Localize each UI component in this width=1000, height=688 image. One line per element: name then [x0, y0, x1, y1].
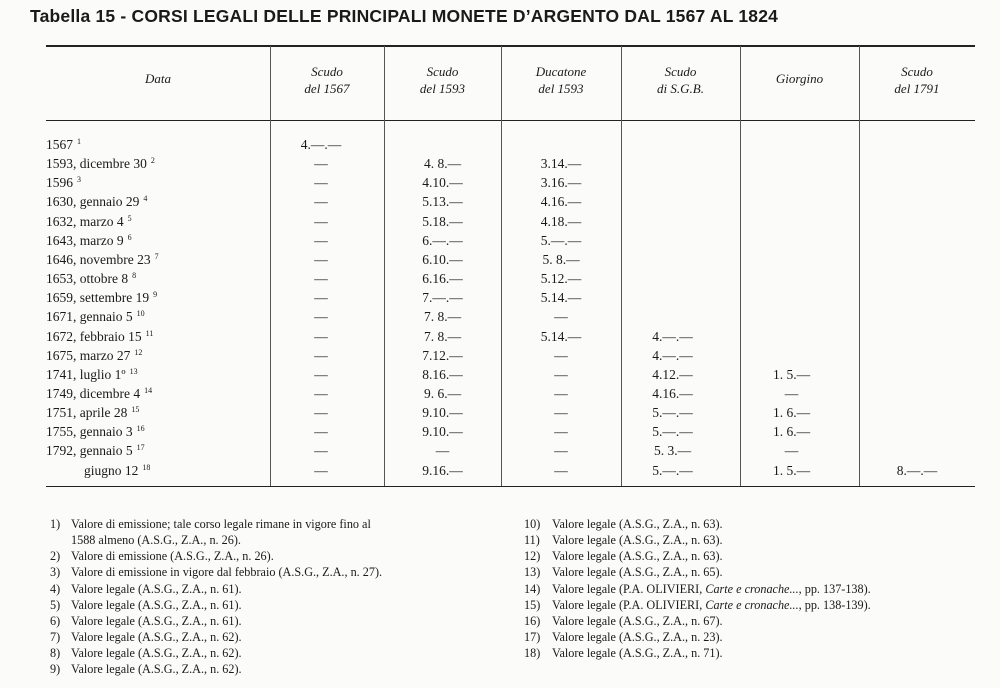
table-cell: —: [554, 309, 568, 325]
row-date: [46, 348, 142, 364]
table-cell: 5.—.—: [652, 462, 693, 478]
column-header-label: Scudo: [901, 64, 933, 79]
footnote-line: [50, 581, 382, 597]
row-date: [46, 367, 138, 383]
footnote-ref: 17: [136, 443, 145, 453]
table-cell: —: [314, 347, 328, 363]
table-cell: 7. 8.—: [423, 328, 462, 344]
footnote-text: Valore legale (A.S.G., Z.A., n. 67).: [552, 613, 723, 628]
footnote-title: Carte e cronache...: [705, 597, 799, 612]
footnote-number: 12): [524, 549, 541, 564]
footnote-text: Valore legale (A.S.G., Z.A., n. 23).: [552, 630, 723, 645]
table-row: [0, 443, 1000, 462]
table-cell: 9.10.—: [422, 405, 463, 421]
table-cell: 9.16.—: [422, 462, 463, 478]
table-cell: 4. 8.—: [423, 156, 462, 172]
footnote-number: 17): [524, 630, 541, 645]
row-date-text: giugno 12: [84, 462, 139, 478]
table-row: [0, 156, 1000, 175]
table-cell: 5.—.—: [652, 405, 693, 421]
bottom-rule: [46, 486, 975, 487]
table-cell: —: [314, 424, 328, 440]
footnote-line: [524, 629, 871, 645]
footnote-number: 3): [50, 565, 61, 580]
table-cell: 5.14.—: [540, 328, 582, 344]
footnote-number: 14): [524, 581, 541, 596]
table-cell: 1. 5.—: [772, 366, 811, 382]
footnote-number: 7): [50, 630, 61, 645]
footnote-text: Valore legale (A.S.G., Z.A., n. 62).: [71, 646, 242, 661]
footnote-text: Valore legale (P.A. OLIVIERI,: [552, 581, 706, 596]
table-cell: 7.—.—: [422, 290, 463, 306]
footnote-line: [50, 516, 382, 532]
table-cell: —: [314, 309, 328, 325]
footnote-ref: 5: [127, 213, 132, 223]
footnote-ref: 3: [77, 175, 81, 185]
row-date-text: 1653, ottobre 8: [46, 271, 129, 287]
footnote-line: [50, 661, 382, 677]
row-date: [46, 329, 153, 345]
footnote-line: [524, 645, 871, 661]
column-header-scudo-1791: [859, 63, 975, 97]
footnote-number: 16): [524, 613, 541, 628]
table-cell: —: [314, 462, 328, 478]
table-cell: 3.16.—: [540, 175, 582, 191]
column-header-sublabel: del 1791: [894, 81, 940, 96]
row-date-text: 1567: [46, 137, 73, 152]
footnote-number: 8): [50, 646, 61, 661]
column-header-ducatone-1593: [501, 63, 621, 97]
footnote-ref: 14: [144, 385, 153, 395]
column-header-label: Ducatone: [535, 64, 587, 79]
footnote-line: [524, 532, 871, 548]
footnote-ref: 18: [142, 462, 151, 472]
row-date-text: 1630, gennaio 29: [46, 194, 140, 210]
row-date: [46, 271, 136, 287]
footnote-ref: 15: [131, 405, 140, 415]
table-cell: 4.—.—: [300, 137, 342, 152]
footnote-line: [50, 597, 382, 613]
table-cell: 8.—.—: [896, 462, 938, 478]
footnote-number: 15): [524, 597, 541, 612]
column-header-sublabel: del 1593: [538, 81, 584, 96]
table-cell: —: [554, 385, 568, 401]
footnote-number: 13): [524, 565, 541, 580]
table-row: [0, 290, 1000, 309]
footnote-text: Valore di emissione (A.S.G., Z.A., n. 26).: [71, 549, 274, 564]
table-cell: 1. 5.—: [772, 462, 811, 478]
row-date-text: 1672, febbraio 15: [46, 328, 142, 344]
table-cell: 6.16.—: [422, 271, 463, 287]
row-date-text: 1659, settembre 19: [46, 290, 150, 306]
footnote-text: Valore legale (P.A. OLIVIERI,: [552, 597, 706, 612]
footnote-text: Valore legale (A.S.G., Z.A., n. 65).: [552, 565, 723, 580]
row-date-text: 1643, marzo 9: [46, 232, 124, 248]
column-header-scudo-1593: [384, 63, 501, 97]
table-cell: 5.18.—: [422, 213, 463, 229]
table-cell: —: [314, 251, 328, 267]
footnote-number: 11): [524, 533, 540, 548]
table-cell: 4.12.—: [652, 366, 693, 382]
footnote-text: Valore di emissione; tale corso legale rimane in vigore fino al: [71, 517, 371, 531]
table-cell: 5. 3.—: [653, 443, 692, 459]
table-cell: 5.14.—: [540, 290, 582, 306]
footnote-text-end: , pp. 137-138).: [798, 581, 871, 596]
table-row: [0, 367, 1000, 386]
table-row: [0, 463, 1000, 482]
footnote-line: [50, 532, 382, 548]
column-header-label: Data: [145, 71, 171, 86]
table-cell: 4.10.—: [422, 175, 463, 191]
row-date: [46, 290, 157, 306]
footnote-text: Valore legale (A.S.G., Z.A., n. 62).: [71, 662, 242, 677]
footnotes-left: [50, 516, 382, 678]
column-header-label: Giorgino: [775, 71, 824, 86]
table-cell: —: [314, 290, 328, 306]
table-row: [0, 214, 1000, 233]
table-cell: 5.12.—: [540, 271, 582, 287]
row-date: [46, 252, 159, 268]
table-cell: 5. 8.—: [542, 251, 580, 267]
footnote-number: 4): [50, 581, 61, 596]
row-date-text: 1741, luglio 1º: [46, 366, 126, 382]
footnote-text: Valore legale (A.S.G., Z.A., n. 61).: [71, 613, 242, 628]
table-row: [0, 252, 1000, 271]
footnote-line: [524, 548, 871, 564]
table-cell: 5.13.—: [422, 194, 463, 210]
footnote-text-end: , pp. 138-139).: [798, 597, 871, 612]
row-date: [46, 386, 152, 402]
footnote-text: Valore legale (A.S.G., Z.A., n. 71).: [552, 646, 723, 661]
footnote-text: Valore legale (A.S.G., Z.A., n. 63).: [552, 517, 723, 531]
table-cell: —: [314, 405, 328, 421]
table-row: [0, 405, 1000, 424]
table-row: [0, 271, 1000, 290]
column-header-label: Scudo: [426, 64, 459, 79]
table-row: [0, 233, 1000, 252]
row-date-text: 1755, gennaio 3: [46, 424, 133, 440]
footnote-line: [524, 581, 871, 597]
table-row: [0, 329, 1000, 348]
footnote-ref: 10: [136, 309, 145, 319]
table-cell: 1. 6.—: [772, 405, 811, 421]
footnote-text: Valore legale (A.S.G., Z.A., n. 61).: [71, 597, 242, 612]
row-date-text: 1751, aprile 28: [46, 405, 128, 421]
table-cell: 9.10.—: [422, 424, 463, 440]
footnote-line: [524, 597, 871, 613]
footnote-line: [524, 516, 871, 532]
row-date-text: 1646, novembre 23: [46, 251, 151, 267]
column-header-label: Scudo: [664, 64, 697, 79]
footnote-line: [524, 613, 871, 629]
row-date-text: 1675, marzo 27: [46, 347, 131, 363]
table-cell: 4.18.—: [540, 213, 582, 229]
footnote-line: [50, 548, 382, 564]
top-rule: [46, 45, 975, 47]
table-row: [0, 137, 1000, 156]
footnote-ref: 13: [129, 366, 138, 376]
footnote-text: Valore legale (A.S.G., Z.A., n. 63).: [552, 533, 723, 548]
table-row: [0, 194, 1000, 213]
row-date: [46, 175, 81, 191]
footnote-number: 6): [50, 613, 61, 628]
table-cell: —: [314, 232, 328, 248]
table-cell: 1. 6.—: [772, 424, 811, 440]
column-header-scudo-1567: [270, 63, 384, 97]
table-cell: —: [554, 405, 568, 421]
row-date: [46, 233, 132, 249]
footnote-ref: 12: [134, 347, 143, 357]
table-cell: —: [314, 175, 328, 191]
table-row: [0, 175, 1000, 194]
table-row: [0, 424, 1000, 443]
footnote-text: Valore legale (A.S.G., Z.A., n. 62).: [71, 630, 242, 645]
table-cell: —: [314, 385, 328, 401]
column-header-sublabel: del 1567: [304, 81, 350, 96]
footnote-text: Valore di emissione in vigore dal febbraio (A.S.G., Z.A., n. 27).: [71, 565, 383, 580]
footnote-number: 1): [50, 517, 61, 531]
table-cell: 7. 8.—: [423, 309, 462, 325]
row-date: [46, 424, 145, 440]
column-header-data: [46, 70, 270, 87]
table-cell: —: [784, 443, 799, 459]
footnote-line: [50, 629, 382, 645]
row-date: [46, 137, 81, 153]
footnote-line: [524, 564, 871, 580]
table-cell: 7.12.—: [422, 347, 463, 363]
column-header-sublabel: di S.G.B.: [657, 81, 704, 96]
row-date: [46, 443, 145, 459]
footnote-ref: 8: [132, 271, 137, 281]
footnote-number: 10): [524, 517, 541, 531]
column-header-giorgino: [740, 70, 859, 87]
table-cell: —: [314, 271, 328, 287]
row-date-text: 1792, gennaio 5: [46, 443, 133, 459]
footnote-ref: 11: [145, 328, 154, 338]
table-cell: —: [314, 443, 328, 459]
footnote-number: 5): [50, 597, 61, 612]
row-date: [46, 194, 147, 210]
header-rule: [46, 120, 975, 121]
row-date-text: 1632, marzo 4: [46, 213, 124, 229]
column-header-label: Scudo: [311, 64, 343, 79]
footnote-line: [50, 564, 382, 580]
table-row: [0, 309, 1000, 328]
footnotes-right: [524, 516, 871, 661]
footnote-ref: 6: [127, 232, 132, 242]
table-cell: —: [435, 443, 450, 459]
table-cell: 9. 6.—: [423, 385, 462, 401]
table-cell: 5.—.—: [652, 424, 693, 440]
table-row: [0, 348, 1000, 367]
column-header-scudo-sgb: [621, 63, 740, 97]
column-header-sublabel: del 1593: [419, 81, 466, 96]
table-cell: —: [784, 385, 799, 401]
row-date: [46, 405, 139, 421]
row-date: [84, 463, 150, 479]
row-date: [46, 214, 132, 230]
table-cell: 4.16.—: [652, 385, 693, 401]
row-date-text: 1596: [46, 175, 73, 191]
table-cell: 5.—.—: [540, 232, 582, 248]
table-cell: 8.16.—: [422, 366, 463, 382]
footnote-number: 9): [50, 662, 61, 677]
table-cell: —: [554, 347, 568, 363]
table-cell: —: [314, 366, 328, 382]
footnote-line: [50, 613, 382, 629]
row-date-text: 1749, dicembre 4: [46, 385, 141, 401]
table-cell: —: [554, 424, 568, 440]
footnote-number: 2): [50, 549, 61, 564]
footnote-ref: 2: [150, 156, 155, 166]
table-cell: 6.—.—: [422, 232, 463, 248]
table-title: Tabella 15 - CORSI LEGALI DELLE PRINCIPALI MONETE D’ARGENTO DAL 1567 AL 1824: [30, 6, 779, 26]
table-cell: —: [314, 328, 328, 344]
footnote-ref: 7: [154, 251, 159, 261]
table-cell: 6.10.—: [422, 251, 463, 267]
footnote-ref: 4: [143, 194, 148, 204]
row-date-text: 1671, gennaio 5: [46, 309, 133, 325]
table-cell: —: [314, 213, 328, 229]
table-cell: —: [314, 156, 328, 172]
table-cell: 4.—.—: [652, 328, 693, 344]
table-cell: 4.16.—: [540, 194, 582, 210]
row-date: [46, 309, 145, 325]
table-row: [0, 386, 1000, 405]
table-cell: 3.14.—: [540, 156, 582, 172]
footnote-text: Valore legale (A.S.G., Z.A., n. 63).: [552, 549, 723, 564]
row-date: [46, 156, 155, 172]
table-cell: 4.—.—: [652, 347, 693, 363]
row-date-text: 1593, dicembre 30: [46, 156, 147, 172]
footnote-ref: 16: [136, 424, 145, 434]
footnote-number: 18): [524, 646, 541, 661]
table-cell: —: [554, 443, 568, 459]
footnote-title: Carte e cronache...: [705, 581, 799, 596]
footnote-text: 1588 almeno (A.S.G., Z.A., n. 26).: [71, 533, 241, 548]
table-cell: —: [314, 194, 328, 210]
table-cell: —: [554, 462, 568, 478]
footnote-ref: 1: [77, 137, 81, 146]
table-cell: —: [554, 366, 568, 382]
footnote-line: [50, 645, 382, 661]
footnote-ref: 9: [153, 290, 158, 300]
footnote-text: Valore legale (A.S.G., Z.A., n. 61).: [71, 581, 242, 596]
